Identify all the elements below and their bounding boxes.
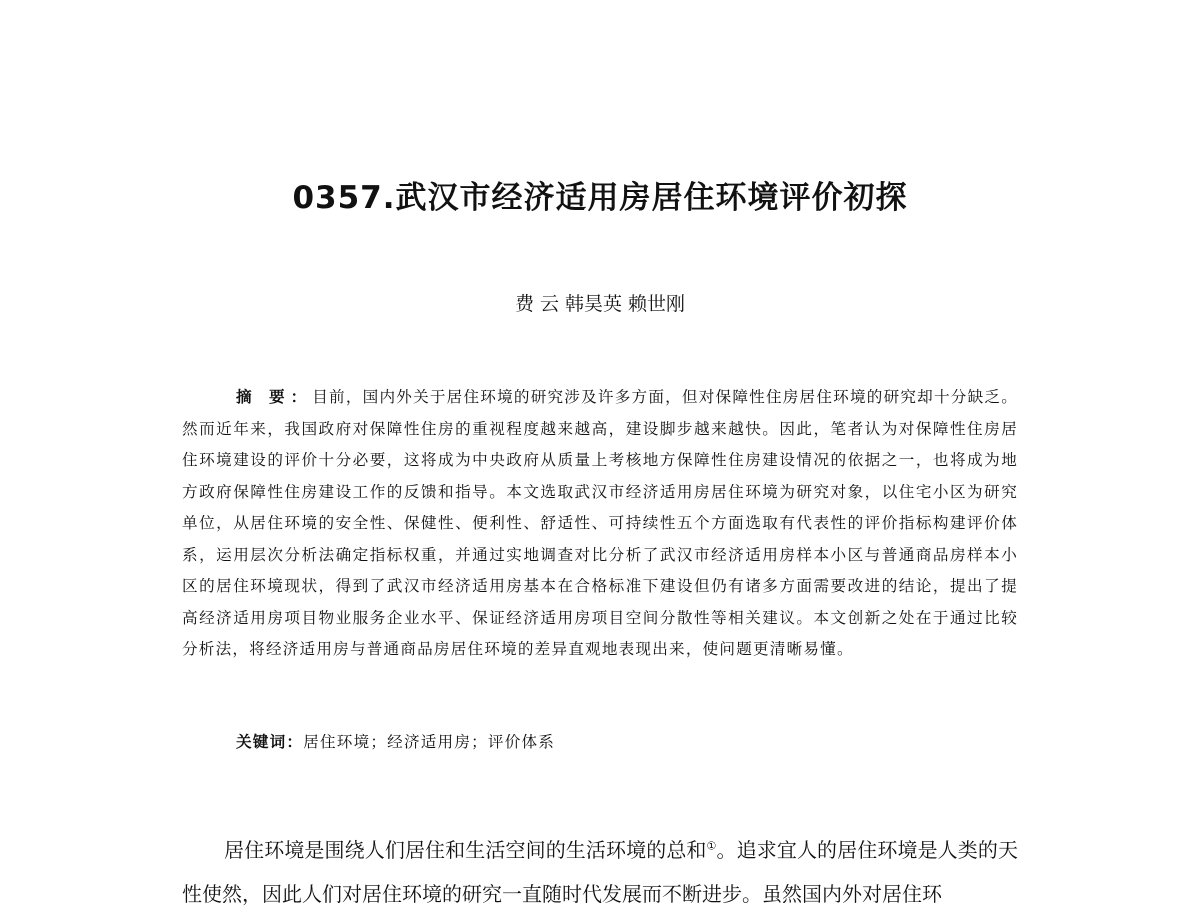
keywords-text: 居住环境；经济适用房；评价体系 bbox=[303, 733, 556, 751]
abstract-text: 目前，国内外关于居住环境的研究涉及许多方面，但对保障性住房居住环境的研究却十分缺乏。然而近年来，我国政府对保障性住房的重视程度越来越高，建设脚步越来越快。因此，笔者认为对保障性住房居住环境建设的评价十分必要，这将成为中央政府从质量上考核地方保障性住房建设情况的依据之一，也将成为地方政府保障性住房建设工作的反馈和指导。本文选取武汉市经济适用房居住环境为研究对象，以住宅小区为研究单位，从居住环境的安全性、保健性、便利性、舒适性、可持续性五个方面选取有代表性的评价指标构建评价体系，运用层次分析法确定指标权重，并通过实地调查对比分析了武汉市经济适用房样本小区与普通商品房样本小区的居住环境现状，得到了武汉市经济适用房基本在合格标准下建设但仍有诸多方面需要改进的结论，提出了提高经济适用房项目物业服务企业水平、保证经济适用房项目空间分散性等相关建议。本文创新之处在于通过比较分析法，将经济适用房与普通商品房居住环境的差异直观地表现出来，使问题更清晰易懂。 bbox=[182, 388, 1018, 658]
abstract-paragraph bbox=[182, 381, 1018, 666]
body-text-start: 居住环境是围绕人们居住和生活空间的生活环境的总和 bbox=[224, 838, 707, 862]
keywords-line bbox=[236, 727, 555, 757]
footnote-marker[interactable]: ① bbox=[706, 839, 717, 853]
keywords-label: 关键词： bbox=[236, 732, 304, 751]
abstract-label: 摘 要： bbox=[236, 387, 313, 406]
body-text-continuation: 。追求宜人的居住环境是人类的天性使然，因此人们对居住环境的研究一直随时代发展而不断进步。虽然国内外对居住环 bbox=[182, 838, 1018, 906]
body-paragraph bbox=[182, 828, 1018, 916]
paper-title: 0357.武汉市经济适用房居住环境评价初探 bbox=[292, 180, 908, 216]
author-list: 费 云 韩昊英 赖世刚 bbox=[514, 293, 686, 315]
